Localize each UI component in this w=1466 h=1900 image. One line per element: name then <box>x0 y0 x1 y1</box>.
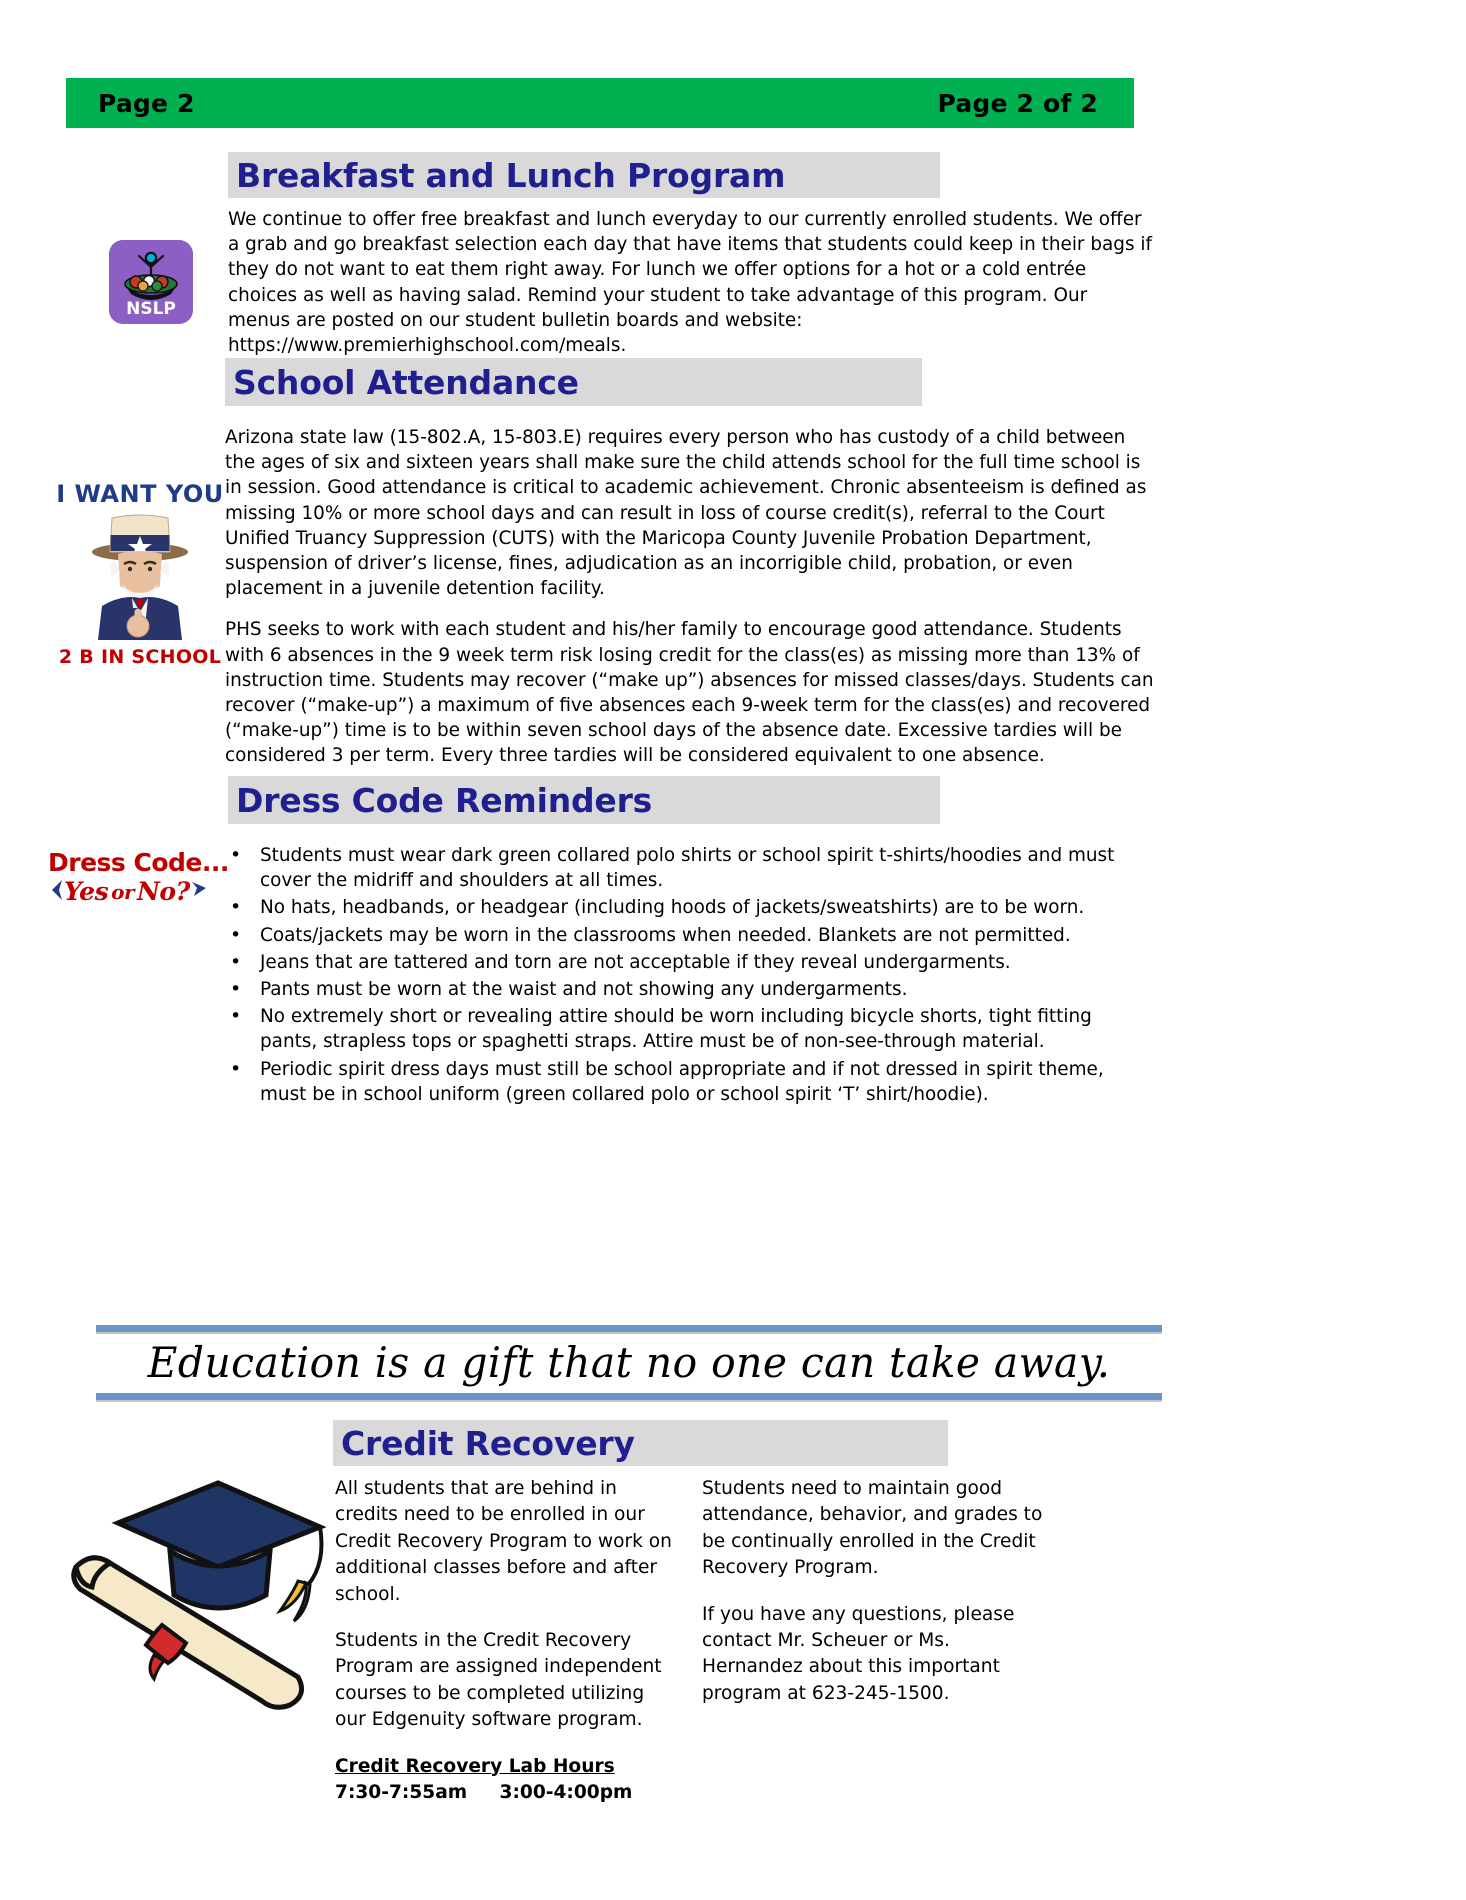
credit-recovery-heading: Credit Recovery <box>341 1423 635 1463</box>
graduation-cap-icon <box>58 1455 348 1715</box>
uncle-sam-bottom-text: 2 B IN SCHOOL <box>58 646 222 668</box>
credit-recovery-right-paragraph-1: Students need to maintain good attendance, behavior, and grades to be continually enrolled in the Credit Recovery Program. <box>702 1478 1043 1579</box>
quote-text: Education is a gift that no one can take away. <box>147 1338 1111 1387</box>
list-item: • Coats/jackets may be worn in the classrooms when needed. Blankets are not permitted. <box>222 923 1152 948</box>
dress-code-heading-band <box>228 776 940 824</box>
lab-hours-title: Credit Recovery Lab Hours <box>335 1755 615 1777</box>
list-item: • No extremely short or revealing attire should be worn including bicycle shorts, tight fitting pants, strapless tops or spaghetti straps. Attire must be of non-see-through material. <box>222 1004 1152 1054</box>
credit-recovery-right-column <box>702 1476 1054 1707</box>
list-item: • Periodic spirit dress days must still be school appropriate and if not dressed in spirit theme, must be in school uniform (green collared polo or school spirit ‘T’ shirt/hoodie). <box>222 1057 1152 1107</box>
list-item: • Pants must be worn at the waist and not showing any undergarments. <box>222 977 1152 1002</box>
attendance-heading-band <box>225 358 922 406</box>
quote-rule-bottom <box>96 1393 1162 1402</box>
dress-code-graphic-line1: Dress Code... <box>48 848 229 877</box>
attendance-paragraph-2: PHS seeks to work with each student and his/her family to encourage good attendance. Students with 6 absences in the 9 week term risk losing credit for the class(es) as missing more than 13% of instruction time. Students may recover (“make up”) absences for missed classes/days. Students can recover (“make-up”) a maximum of five absences each 9-week term for the class(es) and recovered (“make-up”) time is to be within seven school days of the absence date. Excessive tardies will be considered 3 per term. Every three tardies will be considered equivalent to one absence. <box>225 619 1154 767</box>
lab-hours-times: 7:30-7:55am 3:00-4:00pm <box>335 1781 633 1803</box>
nslp-logo-icon <box>109 240 193 324</box>
uncle-sam-top-text: I WANT YOU <box>56 480 224 508</box>
page-number-right: Page 2 of 2 <box>937 88 1098 118</box>
uncle-sam-figure-icon <box>52 508 228 640</box>
credit-recovery-heading-band <box>333 1420 948 1466</box>
breakfast-paragraph-1: We continue to offer free breakfast and lunch everyday to our currently enrolled students. We offer a grab and go breakfast selection each day that have items that students could keep in their bags if they do not want to eat them right away. For lunch we offer options for a hot or a cold entrée choices as well as having salad. Remind your student to take advantage of this program. Our menus are posted on our student bulletin boards and website: https://www.premierhighschool.com/meals. <box>228 209 1152 357</box>
credit-recovery-left-paragraph-2: Students in the Credit Recovery Program are assigned independent courses to be completed utilizing our Edgenuity software program. <box>335 1629 662 1731</box>
dress-code-no: No? <box>137 877 190 906</box>
list-item: • Jeans that are tattered and torn are not acceptable if they reveal undergarments. <box>222 950 1152 975</box>
attendance-heading: School Attendance <box>233 362 579 402</box>
svg-text:NSLP: NSLP <box>126 299 176 319</box>
page-number-left: Page 2 <box>98 88 195 118</box>
attendance-body <box>225 425 1155 769</box>
uncle-sam-graphic <box>52 480 228 670</box>
credit-recovery-left-column <box>335 1476 675 1806</box>
breakfast-body <box>228 207 1154 358</box>
left-arrow-icon <box>48 878 64 906</box>
right-arrow-icon <box>190 878 210 906</box>
page-banner <box>66 78 1134 128</box>
list-item: • Students must wear dark green collared polo shirts or school spirit t-shirts/hoodies and must cover the midriff and shoulders at all times. <box>222 843 1152 893</box>
credit-recovery-right-paragraph-2: If you have any questions, please contact Mr. Scheuer or Ms. Hernandez about this important program at 623-245-1500. <box>702 1603 1015 1704</box>
credit-recovery-lab-hours <box>335 1754 675 1807</box>
dress-code-bullet-list <box>222 843 1152 1109</box>
dress-code-graphic-line2 <box>48 877 238 906</box>
credit-recovery-left-paragraph-1: All students that are behind in credits need to be enrolled in our Credit Recovery Program to work on additional classes before and after school. <box>335 1478 672 1605</box>
list-item: • No hats, headbands, or headgear (including hoods of jackets/sweatshirts) are to be worn. <box>222 895 1152 920</box>
quote-block <box>96 1325 1162 1402</box>
attendance-paragraph-1: Arizona state law (15-802.A, 15-803.E) requires every person who has custody of a child between the ages of six and sixteen years shall make sure the child attends school for the full time school is in session. Good attendance is critical to academic achievement. Chronic absenteeism is defined as missing 10% or more school days and can result in loss of course credit(s), referral to the Court Unified Truancy Suppression (CUTS) with the Maricopa County Juvenile Probation Department, suspension of driver’s license, fines, adjudication as an incorrigible child, probation, or even placement in a juvenile detention facility. <box>225 427 1147 600</box>
dress-code-heading: Dress Code Reminders <box>236 780 653 820</box>
quote-rule-top <box>96 1325 1162 1334</box>
dress-code-yes: Yes <box>64 877 109 906</box>
breakfast-heading-band <box>228 152 940 198</box>
graduation-cap-graphic <box>58 1455 348 1715</box>
dress-code-graphic <box>48 848 238 924</box>
nslp-logo-graphic <box>109 240 193 324</box>
dress-code-or: or <box>111 879 135 904</box>
breakfast-heading: Breakfast and Lunch Program <box>236 155 786 195</box>
